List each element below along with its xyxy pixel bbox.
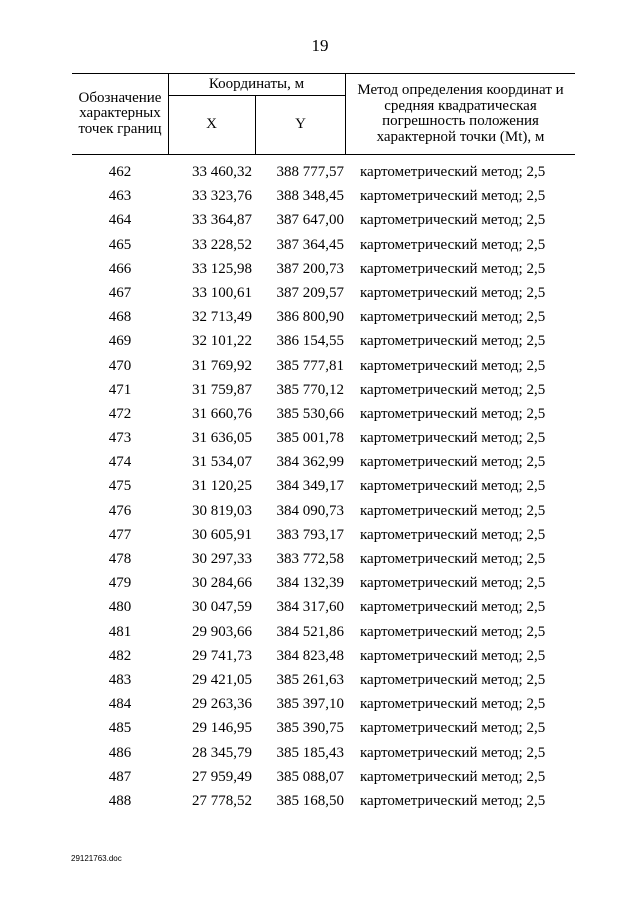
point-id: 478 (108, 551, 132, 567)
method-cell: картометрический метод; 2,5 (360, 478, 546, 495)
table-row (72, 523, 575, 547)
coord-x: 30 819,03 (192, 502, 252, 519)
method-cell: картометрический метод; 2,5 (360, 164, 546, 180)
method-cell: картометрический метод; 2,5 (360, 744, 546, 761)
footer-filename: 29121763.doc (71, 854, 122, 863)
table-row (72, 595, 575, 619)
table-row (72, 716, 575, 740)
method-cell: картометрический метод; 2,5 (360, 333, 546, 350)
coord-y: 385 261,63 (276, 671, 344, 688)
coord-y: 383 793,17 (276, 526, 344, 543)
coord-y: 387 364,45 (276, 236, 344, 253)
method-cell: картометрический метод; 2,5 (360, 284, 546, 301)
point-id: 488 (108, 792, 132, 809)
table-row (72, 450, 575, 474)
table-row (72, 765, 575, 789)
table-row (72, 329, 575, 353)
coord-x: 30 047,59 (192, 599, 252, 616)
table-row (72, 305, 575, 329)
header-x: X (206, 116, 217, 133)
coord-x: 28 345,79 (192, 744, 252, 761)
coord-x: 32 101,22 (192, 333, 252, 350)
coord-x: 29 903,66 (192, 623, 252, 640)
coord-x: 33 460,32 (192, 164, 252, 180)
coord-x: 31 636,05 (192, 430, 252, 447)
method-cell: картометрический метод; 2,5 (360, 381, 546, 398)
coord-x: 29 263,36 (192, 696, 252, 713)
coord-y: 388 777,57 (276, 164, 344, 180)
coord-y: 385 390,75 (276, 720, 344, 737)
point-id: 484 (108, 696, 132, 713)
point-id: 473 (108, 430, 132, 447)
method-cell: картометрический метод; 2,5 (360, 357, 546, 374)
coord-x: 27 959,49 (192, 768, 252, 785)
coord-y: 385 001,78 (276, 430, 344, 447)
method-cell: картометрический метод; 2,5 (360, 768, 546, 785)
coord-x: 33 323,76 (192, 188, 252, 205)
coord-y: 384 362,99 (276, 454, 344, 471)
point-id: 479 (108, 575, 132, 592)
method-cell: картометрический метод; 2,5 (360, 792, 546, 809)
coord-x: 31 759,87 (192, 381, 252, 398)
table-row (72, 378, 575, 402)
table-row (72, 644, 575, 668)
table-row (72, 620, 575, 644)
method-cell: картометрический метод; 2,5 (360, 502, 546, 519)
method-cell: картометрический метод; 2,5 (360, 696, 546, 713)
coord-x: 33 100,61 (192, 284, 252, 301)
point-id: 477 (108, 526, 132, 543)
coord-x: 30 605,91 (192, 526, 252, 543)
coord-x: 29 146,95 (192, 720, 252, 737)
coord-y: 387 209,57 (276, 284, 344, 301)
method-cell: картометрический метод; 2,5 (360, 551, 546, 567)
table-row (72, 354, 575, 378)
point-id: 474 (108, 454, 132, 471)
table-row (72, 741, 575, 765)
header-method: Метод определения координат и средняя квадратическая погрешность положения характерной точки (Mt), м (357, 82, 564, 145)
method-cell: картометрический метод; 2,5 (360, 405, 546, 422)
method-cell: картометрический метод; 2,5 (360, 599, 546, 616)
coord-y: 385 777,81 (276, 357, 344, 374)
table-row (72, 160, 575, 184)
method-cell: картометрический метод; 2,5 (360, 430, 546, 447)
table-row (72, 571, 575, 595)
table-row (72, 402, 575, 426)
point-id: 481 (108, 623, 132, 640)
point-id: 486 (108, 744, 132, 761)
table-row (72, 281, 575, 305)
point-id: 462 (108, 164, 132, 180)
point-id: 466 (108, 260, 132, 277)
point-id: 464 (108, 212, 132, 229)
point-id: 469 (108, 333, 132, 350)
point-id: 467 (108, 284, 132, 301)
method-cell: картометрический метод; 2,5 (360, 720, 546, 737)
coord-x: 33 228,52 (192, 236, 252, 253)
table-row (72, 547, 575, 571)
point-id: 482 (108, 647, 132, 664)
table-row (72, 208, 575, 232)
method-cell: картометрический метод; 2,5 (360, 188, 546, 205)
point-id: 476 (108, 502, 132, 519)
coord-y: 384 823,48 (276, 647, 344, 664)
table-row (72, 184, 575, 208)
coord-y: 385 530,66 (276, 405, 344, 422)
coord-y: 384 349,17 (276, 478, 344, 495)
coord-y: 386 800,90 (276, 309, 344, 326)
coord-x: 33 364,87 (192, 212, 252, 229)
table-row (72, 692, 575, 716)
method-cell: картометрический метод; 2,5 (360, 526, 546, 543)
point-id: 463 (108, 188, 132, 205)
method-cell: картометрический метод; 2,5 (360, 623, 546, 640)
coord-y: 387 200,73 (276, 260, 344, 277)
method-cell: картометрический метод; 2,5 (360, 212, 546, 229)
table-row (72, 426, 575, 450)
point-id: 472 (108, 405, 132, 422)
coord-x: 29 421,05 (192, 671, 252, 688)
coord-y: 384 090,73 (276, 502, 344, 519)
method-cell: картометрический метод; 2,5 (360, 671, 546, 688)
header-y: Y (295, 116, 306, 133)
coord-x: 31 534,07 (192, 454, 252, 471)
method-cell: картометрический метод; 2,5 (360, 575, 546, 592)
point-id: 465 (108, 236, 132, 253)
header-coordinates: Координаты, м (208, 75, 305, 92)
page-number: 19 (311, 36, 329, 55)
point-id: 475 (108, 478, 132, 495)
point-id: 471 (108, 381, 132, 398)
point-id: 487 (108, 768, 132, 785)
coord-y: 383 772,58 (276, 551, 344, 567)
point-id: 483 (108, 671, 132, 688)
coord-x: 30 284,66 (192, 575, 252, 592)
table-row (72, 499, 575, 523)
table-header (72, 73, 575, 155)
table-row (72, 474, 575, 498)
coord-y: 385 185,43 (276, 744, 344, 761)
coord-x: 31 769,92 (192, 357, 252, 374)
coord-y: 384 132,39 (276, 575, 344, 592)
method-cell: картометрический метод; 2,5 (360, 647, 546, 664)
coord-y: 385 168,50 (276, 792, 344, 809)
point-id: 468 (108, 309, 132, 326)
coord-y: 386 154,55 (276, 333, 344, 350)
table-row (72, 668, 575, 692)
coord-y: 384 317,60 (276, 599, 344, 616)
method-cell: картометрический метод; 2,5 (360, 309, 546, 326)
table-row (72, 233, 575, 257)
point-id: 485 (108, 720, 132, 737)
coord-x: 31 660,76 (192, 405, 252, 422)
coord-x: 32 713,49 (192, 309, 252, 326)
point-id: 480 (108, 599, 132, 616)
table-row (72, 789, 575, 813)
method-cell: картометрический метод; 2,5 (360, 236, 546, 253)
method-cell: картометрический метод; 2,5 (360, 454, 546, 471)
method-cell: картометрический метод; 2,5 (360, 260, 546, 277)
coord-y: 388 348,45 (276, 188, 344, 205)
table-row (72, 257, 575, 281)
coord-y: 384 521,86 (276, 623, 344, 640)
coord-y: 385 397,10 (276, 696, 344, 713)
coord-x: 27 778,52 (192, 792, 252, 809)
table-body (72, 160, 575, 813)
coord-y: 385 088,07 (276, 768, 344, 785)
coord-x: 29 741,73 (192, 647, 252, 664)
point-id: 470 (108, 357, 132, 374)
coord-x: 30 297,33 (192, 551, 252, 567)
coord-x: 31 120,25 (192, 478, 252, 495)
coord-y: 385 770,12 (276, 381, 344, 398)
coord-y: 387 647,00 (276, 212, 344, 229)
header-point-designation: Обозначение характерных точек границ (78, 89, 162, 137)
coord-x: 33 125,98 (192, 260, 252, 277)
